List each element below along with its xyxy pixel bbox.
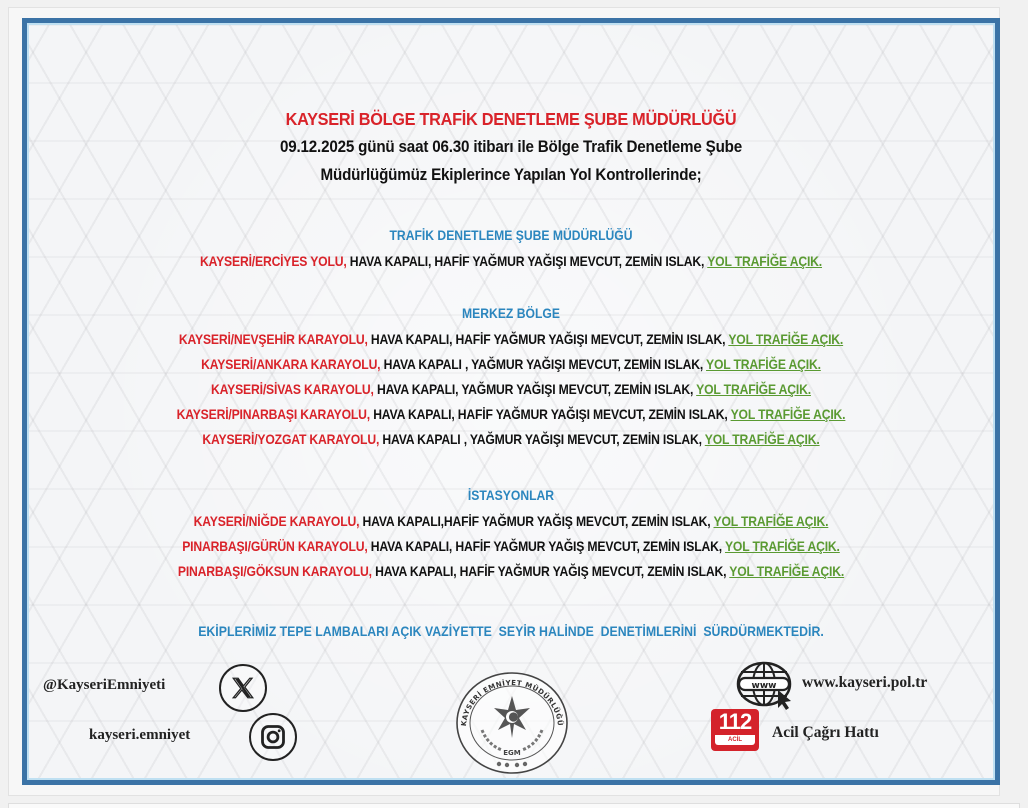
road-name: KAYSERİ/SİVAS KARAYOLU, [211,381,374,397]
road-status: YOL TRAFİĞE AÇIK. [696,381,811,397]
road-conditions: HAVA KAPALI, YAĞMUR YAĞIŞI MEVCUT, ZEMİN ISLAK, [373,381,697,397]
road-conditions: HAVA KAPALI, HAFİF YAĞMUR YAĞIŞI MEVCUT, ZEMİN ISLAK, [346,253,708,269]
twitter-handle: @KayseriEmniyeti [43,677,166,693]
website-globe-icon [734,660,798,710]
road-row [90,563,932,579]
instagram-handle: kayseri.emniyet [89,727,191,743]
patrol-notice: EKİPLERİMİZ TEPE LAMBALARI AÇIK VAZİYETTE SEYİR HALİNDE DENETİMLERİNİ SÜRDÜRMEKTEDİR. [198,623,824,639]
road-conditions: HAVA KAPALI, HAFİF YAĞMUR YAĞIŞI MEVCUT, ZEMİN ISLAK, [369,406,731,422]
road-name: KAYSERİ/PINARBAŞI KARAYOLU, [176,406,370,422]
emergency-number: 112 [718,709,752,734]
road-name: KAYSERİ/ANKARA KARAYOLU, [201,356,381,372]
svg-text:KAYSERİ EMNİYET MÜDÜRLÜĞÜ: KAYSERİ EMNİYET MÜDÜRLÜĞÜ [459,678,565,727]
road-name: KAYSERİ/ERCİYES YOLU, [199,253,347,269]
road-status: YOL TRAFİĞE AÇIK. [730,406,846,422]
road-status: YOL TRAFİĞE AÇIK. [704,431,820,447]
road-row [90,381,932,397]
road-name: PINARBAŞI/GÜRÜN KARAYOLU, [182,538,368,554]
kayseri-police-logo [452,670,572,776]
section-heading-istasyonlar: İSTASYONLAR [467,488,555,503]
road-conditions: HAVA KAPALI,HAFİF YAĞMUR YAĞIŞ MEVCUT, ZEMİN ISLAK, [359,513,714,529]
road-conditions: HAVA KAPALI , YAĞMUR YAĞIŞI MEVCUT, ZEMİN ISLAK, [380,356,707,372]
road-conditions: HAVA KAPALI, HAFİF YAĞMUR YAĞIŞ MEVCUT, ZEMİN ISLAK, [367,538,725,554]
road-conditions: HAVA KAPALI, HAFİF YAĞMUR YAĞIŞI MEVCUT, ZEMİN ISLAK, [367,331,729,347]
road-status: YOL TRAFİĞE AÇIK. [713,513,829,529]
road-row [90,513,932,529]
road-row [90,331,932,347]
road-row [90,253,932,269]
emergency-badge-sub: ACİL [715,735,755,745]
road-name: KAYSERİ/NEVŞEHİR KARAYOLU, [178,331,368,347]
x-twitter-icon [219,664,267,712]
svg-text:EGM: EGM [503,749,521,757]
instagram-icon [249,713,297,761]
road-row [90,406,932,422]
road-status: YOL TRAFİĞE AÇIK. [706,356,821,372]
emergency-112-badge [711,709,759,751]
road-status: YOL TRAFİĞE AÇIK. [707,253,823,269]
document-title: KAYSERİ BÖLGE TRAFİK DENETLEME ŞUBE MÜDÜRLÜĞÜ [285,109,737,129]
road-status: YOL TRAFİĞE AÇIK. [724,538,840,554]
website-link[interactable]: www.kayseri.pol.tr [802,674,928,691]
svg-text:www: www [751,681,777,691]
road-row [90,538,932,554]
road-name: PINARBAŞI/GÖKSUN KARAYOLU, [177,563,372,579]
intro-line-2: Müdürlüğümüz Ekiplerince Yapılan Yol Kontrollerinde; [320,166,702,184]
road-row [90,431,932,447]
road-conditions: HAVA KAPALI, HAFİF YAĞMUR YAĞIŞ MEVCUT, ZEMİN ISLAK, [371,563,730,579]
road-name: KAYSERİ/NİĞDE KARAYOLU, [193,513,360,529]
section-heading-merkez-bolge: MERKEZ BÖLGE [462,306,560,321]
next-card-edge [8,803,1020,808]
road-status: YOL TRAFİĞE AÇIK. [728,331,844,347]
road-row [90,356,932,372]
road-name: KAYSERİ/YOZGAT KARAYOLU, [202,431,380,447]
emergency-line-label: Acil Çağrı Hattı [772,724,879,741]
road-status: YOL TRAFİĞE AÇIK. [729,563,845,579]
announcement-document [27,23,995,780]
road-conditions: HAVA KAPALI , YAĞMUR YAĞIŞI MEVCUT, ZEMİN ISLAK, [379,431,705,447]
section-heading-trafik-denetleme: TRAFİK DENETLEME ŞUBE MÜDÜRLÜĞÜ [389,228,633,243]
intro-line-1: 09.12.2025 günü saat 06.30 itibarı ile Bölge Trafik Denetleme Şube [279,138,743,156]
announcement-frame [22,18,1000,785]
